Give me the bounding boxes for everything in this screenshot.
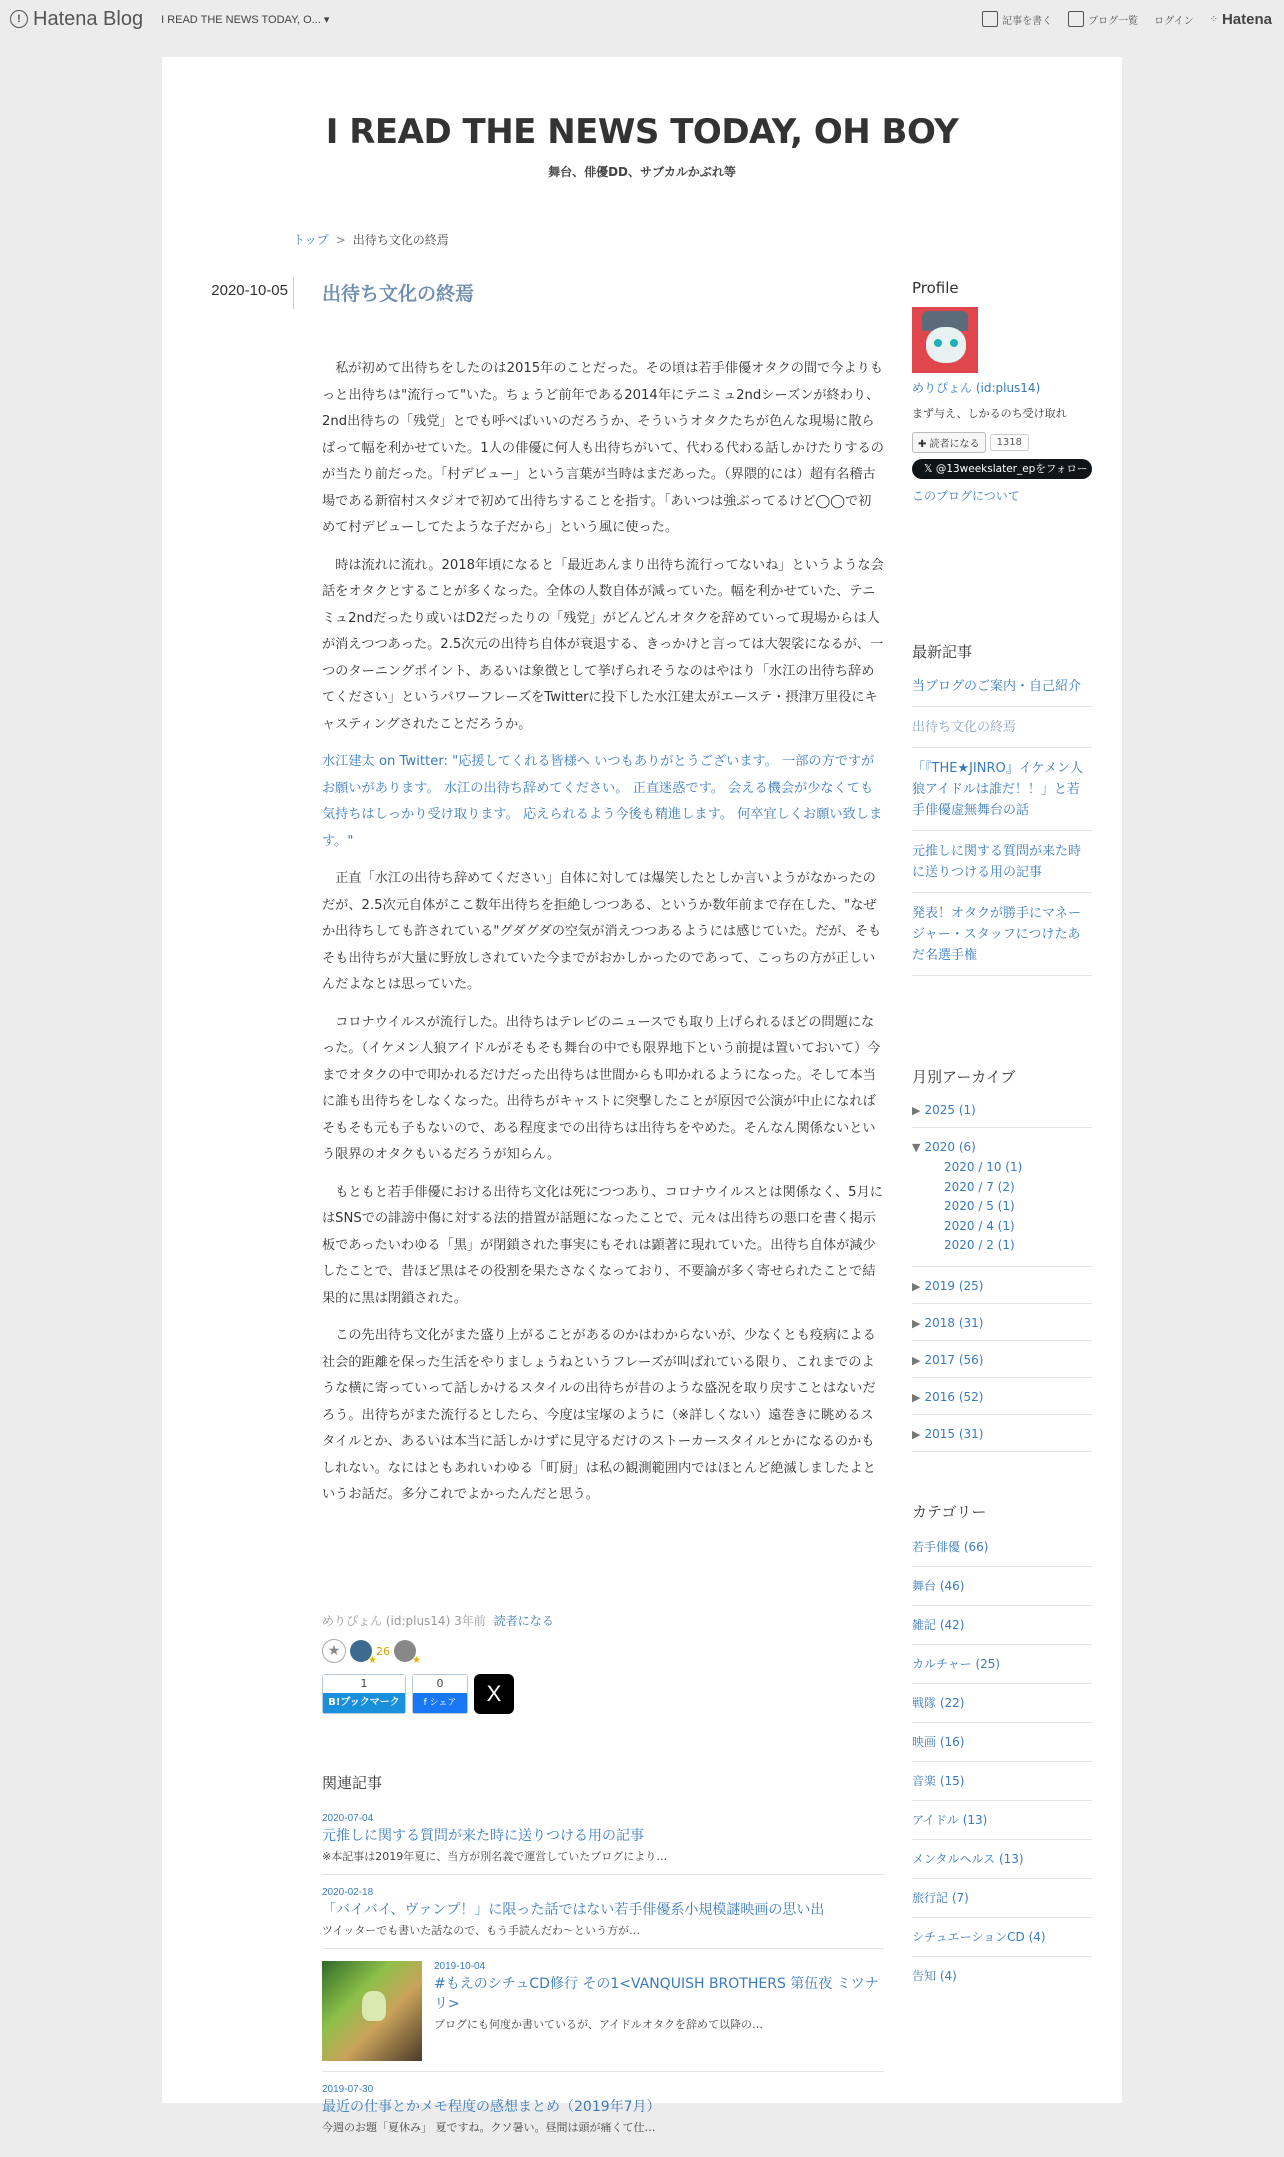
monthly-archive (912, 1066, 1092, 1458)
category-link[interactable]: 映画 (16) (912, 1727, 1092, 1762)
triangle-down-icon[interactable]: ▼ (912, 1141, 921, 1154)
archive-year[interactable]: ▶ 2017 (56) (912, 1347, 1092, 1378)
category-link[interactable]: アイドル (13) (912, 1805, 1092, 1840)
subscribe-link[interactable]: 読者になる (493, 1614, 554, 1628)
entry-paragraph: 正直「水江の出待ち辞めてください」自体に対しては爆笑したとしか言いようがなかったのだが、2.5次元自体がここ数年出待ちを拒絶しつつある、というか数年前まで存在した、"なぜか出待ちしても許されている"グダグダの空気が消えつつあるようには感じていた。だが、そもそも出待ちが大量に野放しされていた今までがおかしかったのであって、こっちの方が正しいんだよなとは思っていた。 (322, 871, 882, 992)
category-link[interactable]: 舞台 (46) (912, 1571, 1092, 1606)
avatar[interactable] (912, 307, 978, 373)
entry-paragraph: コロナウイルスが流行した。出待ちはテレビのニュースでも取り上げられるほどの問題になった。（イケメン人狼アイドルがそもそも舞台の中でも限界地下という前提は置いておいて）今までオタクの中で叩かれるだけだった出待ちは世間からも叩かれるようになった。そして本当に誰も出待ちをしなくなった。出待ちがキャストに突撃したことが原因で公演が中止になればそもそも元も子もないので、ある程度までの出待ちは出待ちをやめた。そんなん関係ないという限界のオタクもいるだろうが知らん。 (322, 1014, 881, 1162)
related-heading: 関連記事 (322, 1774, 383, 1792)
archive-month-link[interactable]: 2020 / 7 (2) (944, 1179, 1015, 1194)
share-buttons (322, 1674, 514, 1714)
hatena-blog-logo[interactable] (10, 8, 143, 31)
author-link[interactable]: めりぴょん (id:plus14) (322, 1614, 451, 1628)
blog-list-button[interactable]: ブログ一覧 (1068, 11, 1138, 27)
archive-year[interactable]: ▼ 2020 (6) 2020 / 10 (1) 2020 / 7 (2) 2020 / 5 (1) 2020 / 4 (1) 2020 / 2 (1) (912, 1134, 1092, 1267)
profile-description: まず与え、しかるのち受け取れ (912, 407, 1067, 420)
related-thumbnail[interactable] (322, 1961, 422, 2061)
facebook-share-button[interactable]: 0 f シェア (412, 1674, 468, 1714)
hatena-dots-icon: ⁘ (1209, 13, 1218, 25)
star-user-avatar[interactable] (394, 1640, 416, 1662)
x-follow-button[interactable]: 𝕏 @13weekslater_epをフォロー (912, 459, 1092, 479)
x-logo-icon: 𝕏 (924, 463, 933, 475)
login-link[interactable]: ログイン (1154, 15, 1194, 27)
profile-name-link[interactable]: めりぴょん (id:plus14) (912, 381, 1041, 395)
pencil-icon (982, 11, 998, 27)
category-link[interactable]: 音楽 (15) (912, 1766, 1092, 1801)
archive-year[interactable]: ▶ 2025 (1) (912, 1097, 1092, 1128)
recent-entry-link[interactable]: 出待ち文化の終焉 (912, 713, 1092, 748)
embedded-tweet-link[interactable]: 水江建太 on Twitter: "応援してくれる皆様へ いつもありがとうございます。 一部の方ですがお願いがあります。 水江の出待ち辞めてください。 正直迷惑です。 会える機会が少なくても気持ちはしっかり受け取ります。 応えられるよう今後も精進します。 何卒宜しくお願い致します。" (322, 754, 883, 849)
triangle-right-icon[interactable]: ▶ (912, 1104, 921, 1117)
category-link[interactable]: カルチャー (25) (912, 1649, 1092, 1684)
star-user-avatar[interactable] (350, 1640, 372, 1662)
related-item[interactable]: 2019-10-04 #もえのシチュCD修行 その1<VANQUISH BROTHERS 第伍夜 ミツナリ> ブログにも何度か書いているが、アイドルオタクを辞めて以降の… (322, 1961, 884, 2072)
related-item[interactable]: 2020-02-18 「バイバイ、ヴァンプ！」に限った話ではない若手俳優系小規模謎映画の思い出 ツイッターでも書いた話なので、もう手読んだわ〜という方が… (322, 1887, 884, 1949)
subscriber-count[interactable]: 1318 (990, 434, 1029, 451)
star-bar (322, 1639, 416, 1663)
about-blog-link[interactable]: このブログについて (912, 489, 1020, 503)
caret-down-icon: ▾ (323, 13, 330, 26)
global-header (0, 0, 1284, 38)
blog-description: 舞台、俳優DD、サブカルかぶれ等 (548, 165, 736, 179)
related-item[interactable]: 2020-07-04 元推しに関する質問が来た時に送りつける用の記事 ※本記事は2019年夏に、当方が別名義で運営していたブログにより… (322, 1813, 884, 1875)
hatena-bookmark-button[interactable]: 1 B!ブックマーク (322, 1674, 406, 1714)
category-link[interactable]: 告知 (4) (912, 1969, 957, 1983)
archive-year[interactable]: ▶ 2016 (52) (912, 1384, 1092, 1415)
related-item[interactable]: 2019-07-30 最近の仕事とかメモ程度の感想まとめ（2019年7月） 今週のお題「夏休み」 夏ですね。クソ暑い。昼間は頭が痛くて仕… (322, 2084, 661, 2134)
blog-title[interactable]: I READ THE NEWS TODAY, OH BOY (325, 112, 959, 152)
category-link[interactable]: 戦隊 (22) (912, 1688, 1092, 1723)
entry-date[interactable]: 2020-10-05 (211, 282, 288, 299)
triangle-right-icon[interactable]: ▶ (912, 1316, 921, 1330)
add-star-button[interactable]: ★ (322, 1639, 346, 1663)
category-link[interactable]: メンタルヘルス (13) (912, 1844, 1092, 1879)
x-logo-icon: X (486, 1681, 502, 1706)
triangle-right-icon[interactable]: ▶ (912, 1279, 921, 1293)
hatena-logo-icon: ! (10, 10, 28, 28)
entry-paragraph: この先出待ち文化がまた盛り上がることがあるのかはわからないが、少なくとも疫病による社会的距離を保った生活をやりましょうねというフレーズが叫ばれている限り、これまでのような横に寄っていって話しかけるスタイルの出待ちが昔のような盛況を取り戻すことはないだろう。出待ちがまた流行るとしたら、今度は宝塚のように（※詳しくない）遠巻きに眺めるスタイルとか、あるいは本当に話しかけずに見守るだけのストーカースタイルとかになるのかもしれない。なにはともあれいわゆる「町厨」は私の観測範囲内ではほとんど絶滅しましたよというお話だ。多分これでよかったんだと思う。 (322, 1328, 876, 1502)
facebook-icon: f (423, 1698, 427, 1708)
category-link[interactable]: 若手俳優 (66) (912, 1532, 1092, 1567)
profile-heading: Profile (912, 279, 959, 297)
sidebar (912, 279, 1092, 1983)
date-divider (293, 277, 294, 309)
star-count[interactable]: 26 (376, 1644, 390, 1658)
triangle-right-icon[interactable]: ▶ (912, 1427, 921, 1441)
category-list (912, 1501, 1092, 1999)
write-post-button[interactable]: 記事を書く (982, 11, 1052, 27)
hatena-menu[interactable]: ⁘ Hatena (1209, 10, 1272, 28)
entry-paragraph: 時は流れに流れ。2018年頃になると「最近あんまり出待ち流行ってないね」というような会話をオタクとすることが多くなった。全体の人数自体が減っていた。幅を利かせていた、テニミュ2ndだったり或いはD2だったりの「残党」がどんどんオタクを辞めていって現場からは人が消えつつあった。2.5次元の出待ち自体が衰退する、きっかけと言っては大袈裟になるが、一つのターニングポイント、あるいは象徴として挙げられそうなのはやはり「水江の出待ち辞めてください」というパワーフレーズをTwitterに投下した水江建太がエーステ・摂津万里役にキャスティングされたことだろうか。 (322, 557, 884, 732)
blog-page (162, 57, 1122, 2134)
related-articles (322, 1772, 884, 2157)
category-link[interactable]: 旅行記 (7) (912, 1883, 1092, 1918)
recent-entry-link[interactable]: 元推しに関する質問が来た時に送りつける用の記事 (912, 837, 1092, 893)
subscribe-button[interactable]: ✚ 読者になる (912, 432, 986, 453)
recent-entry-link[interactable]: 発表！オタクが勝手にマネージャー・スタッフにつけたあだ名選手権 (912, 899, 1092, 976)
entry-title[interactable]: 出待ち文化の終焉 (322, 283, 475, 305)
archive-month-link[interactable]: 2020 / 5 (1) (944, 1199, 1015, 1213)
x-share-button[interactable] (474, 1674, 514, 1714)
category-link[interactable]: シチュエーションCD (4) (912, 1922, 1092, 1957)
archive-month-link[interactable]: 2020 / 2 (1) (944, 1238, 1015, 1252)
category-heading: カテゴリー (912, 1503, 987, 1521)
posted-time[interactable]: 3年前 (454, 1614, 486, 1628)
triangle-right-icon[interactable]: ▶ (912, 1390, 921, 1404)
recent-entries (912, 641, 1092, 982)
recent-entry-link[interactable]: 「『THE★JINRO』イケメン人狼アイドルは誰だ！！」と若手俳優虚無舞台の話 (912, 754, 1092, 831)
recent-entry-link[interactable]: 当ブログのご案内・自己紹介 (912, 672, 1092, 707)
list-icon (1068, 11, 1084, 27)
archive-month-link[interactable]: 2020 / 4 (1) (944, 1218, 1015, 1233)
entry-footer (322, 1612, 554, 1629)
archive-month-link[interactable]: 2020 / 10 (1) (944, 1160, 1023, 1174)
entry-paragraph: 私が初めて出待ちをしたのは2015年のことだった。その頃は若手俳優オタクの間で今よりもっと出待ちは"流行って"いた。ちょうど前年である2014年にテニミュ2ndシーズンが終わり、2nd出待ちの「残党」とでも呼べばいいのだろうか、そういうオタクたちが色んな現場に散らばって幅を利かせていた。1人の俳優に何人も出待ちがいて、代わる代わる話しかけたりするのが当たり前だった。「村デビュー」という言葉が当時はまだあった。（界隈的には）超有名稽古場である新宿村スタジオで初めて出待ちすることを指す。「あいつは強ぶってるけど◯◯で初めて村デビューしてたような子だから」という風に使った。 (322, 361, 884, 535)
recent-heading: 最新記事 (912, 643, 973, 661)
profile-module (912, 279, 1092, 504)
blog-name-menu[interactable]: I READ THE NEWS TODAY, O... ▾ (161, 13, 330, 26)
archive-year[interactable]: ▶ 2018 (31) (912, 1310, 1092, 1341)
archive-heading: 月別アーカイブ (912, 1068, 1016, 1086)
entry-body (322, 356, 884, 1520)
breadcrumb-home[interactable]: トップ (293, 233, 329, 247)
entry-paragraph: もともと若手俳優における出待ち文化は死につつあり、コロナウイルスとは関係なく、5月にはSNSでの誹謗中傷に対する法的措置が話題になったことで、元々は出待ちの悪口を書く掲示板であったいわゆる「黒」が閉鎖された事実にもそれは顕著に現れていた。出待ち自体が減少したことで、昔ほど黒はその役割を果たさなくなっており、不要論が多く寄せられたことで結果的に黒は閉鎖された。 (322, 1184, 883, 1306)
breadcrumb-current: 出待ち文化の終焉 (352, 233, 449, 247)
breadcrumb: トップ > 出待ち文化の終焉 (293, 233, 449, 247)
category-link[interactable]: 雑記 (42) (912, 1610, 1092, 1645)
triangle-right-icon[interactable]: ▶ (912, 1353, 921, 1367)
logo-text: Hatena Blog (33, 7, 144, 30)
archive-year[interactable]: ▶ 2015 (31) (912, 1421, 1092, 1452)
archive-year[interactable]: ▶ 2019 (25) (912, 1273, 1092, 1304)
